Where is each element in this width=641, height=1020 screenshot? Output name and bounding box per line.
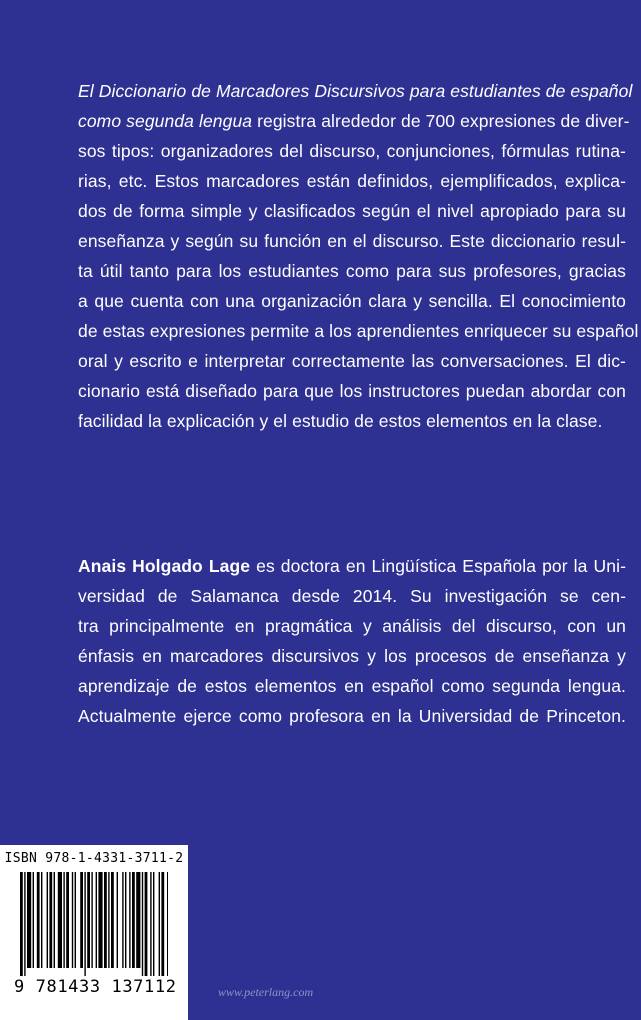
isbn-label: ISBN 978-1-4331-3711-2 <box>4 851 184 866</box>
blurb-text: registra alrededor de 700 expresiones de diver- <box>252 111 630 131</box>
barcode-bar <box>63 872 64 968</box>
barcode-bar <box>66 872 69 968</box>
barcode-bar <box>161 872 164 976</box>
barcode-bar <box>91 872 92 968</box>
barcode-bar <box>47 872 48 968</box>
barcode-bar <box>87 872 90 968</box>
bio-line: énfasis en marcadores discursivos y los procesos de enseñanza y <box>78 646 626 666</box>
barcode-bar <box>58 872 62 968</box>
barcode-bar <box>136 872 140 968</box>
barcode-bar <box>24 872 25 976</box>
blurb-line: sos tipos: organizadores del discurso, conjunciones, fórmulas rutina- <box>78 141 626 161</box>
barcode-bar <box>108 872 109 968</box>
blurb-line: de estas expresiones permite a los aprendientes enriquecer su español <box>78 321 639 341</box>
bio-line: Actualmente ejerce como profesora en la Universidad de Princeton. <box>78 706 626 726</box>
barcode-bar <box>122 872 123 968</box>
blurb-line: rias, etc. Estos marcadores están definidos, ejemplificados, explica- <box>78 171 626 191</box>
isbn-barcode <box>0 845 188 1020</box>
barcode-bar <box>49 872 52 968</box>
bio-line: versidad de Salamanca desde 2014. Su investigación se cen- <box>78 586 626 606</box>
barcode-bar <box>111 872 114 968</box>
blurb-line: oral y escrito e interpretar correctamente las conversaciones. El dic- <box>78 351 626 371</box>
bio-line: aprendizaje de estos elementos en español como segunda lengua. <box>78 676 626 696</box>
publisher-website: www.peterlang.com <box>218 985 314 999</box>
barcode-bar <box>167 872 168 976</box>
barcode-bar <box>27 872 31 968</box>
barcode-bar <box>20 872 23 976</box>
barcode-bar <box>96 872 97 968</box>
blurb-line: dos de forma simple y clasificados según el nivel apropiado para su <box>78 201 626 221</box>
barcode-bar <box>75 872 76 968</box>
barcode-bar <box>84 872 85 976</box>
barcode-bar <box>72 872 73 968</box>
barcode-bar <box>145 872 148 976</box>
barcode-bar <box>104 872 107 968</box>
blurb-line: a que cuenta con una organización clara y sencilla. El conocimiento <box>78 291 626 311</box>
barcode-bars <box>20 872 168 976</box>
barcode-bar <box>54 872 55 968</box>
bio-line <box>78 551 626 581</box>
blurb-line <box>78 106 630 136</box>
blurb-line: ta útil tanto para los estudiantes como para sus profesores, gracias <box>78 261 626 281</box>
blurb-line: enseñanza y según su función en el discurso. Este diccionario resul- <box>78 231 626 251</box>
author-name: Anais Holgado Lage <box>78 556 251 576</box>
barcode-bar <box>132 872 135 968</box>
barcode-bar <box>41 872 42 968</box>
bio-line: tra principalmente en pragmática y análisis del discurso, con un <box>78 616 626 636</box>
barcode-digits: 9 781433 137112 <box>14 977 177 997</box>
barcode-bar <box>129 872 130 968</box>
blurb-line: cionario está diseñado para que los instructores puedan abordar con <box>78 381 626 401</box>
barcode-bar <box>153 872 154 976</box>
barcode-bar <box>150 872 151 976</box>
blurb-line: El Diccionario de Marcadores Discursivos para estudiantes de español <box>78 81 633 101</box>
barcode-bar <box>125 872 126 968</box>
barcode-bar <box>33 872 34 968</box>
barcode-bar <box>117 872 118 968</box>
book-title-italic: como segunda lengua <box>78 111 253 131</box>
blurb-line: facilidad la explicación y el estudio de estos elementos en la clase. <box>78 411 603 431</box>
barcode-bar <box>80 872 83 968</box>
bio-text: es doctora en Lingüística Española por la Uni- <box>250 556 626 576</box>
barcode-bar <box>142 872 143 976</box>
author-bio <box>78 551 626 731</box>
barcode-bar <box>159 872 160 976</box>
barcode-bar <box>98 872 102 968</box>
blurb-paragraph <box>78 76 639 436</box>
barcode-bar <box>37 872 40 968</box>
